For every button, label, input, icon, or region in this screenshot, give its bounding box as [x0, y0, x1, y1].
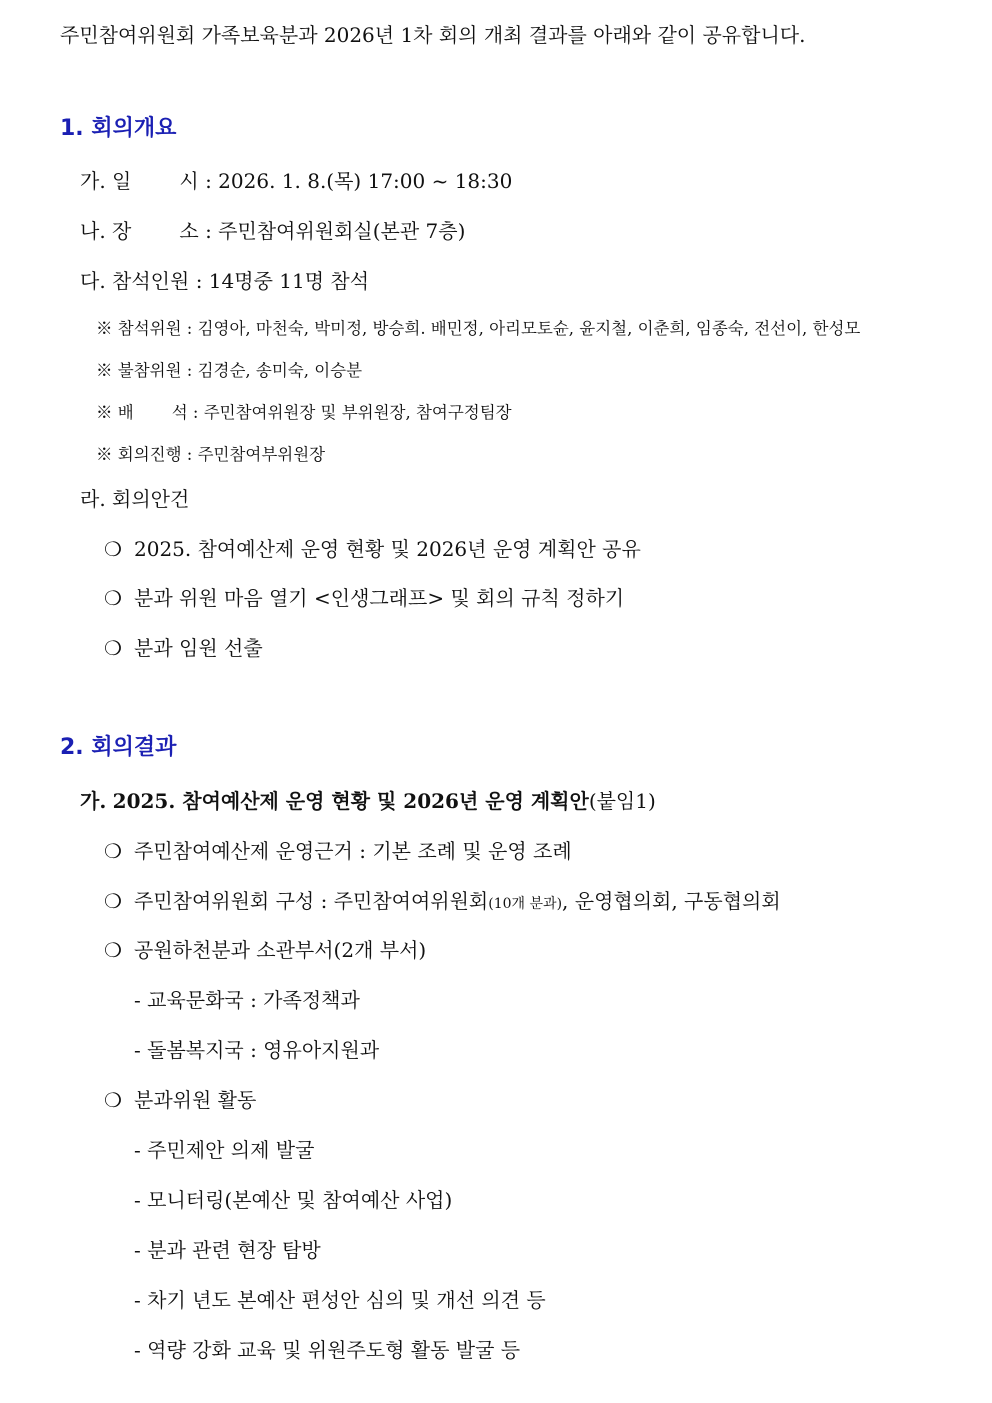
agenda-item-text: 분과 임원 선출: [134, 636, 263, 660]
agenda-item-text: 2025. 참여예산제 운영 현황 및 2026년 운영 계획안 공유: [134, 537, 641, 561]
agenda-item: [104, 588, 624, 608]
observers-note: [96, 405, 512, 422]
activity-item: [134, 1140, 314, 1160]
composition-lead: 주민참여위원회 구성 : 주민참여여위원회: [134, 889, 489, 913]
agenda-item: [104, 638, 263, 658]
activity-item: [134, 1240, 321, 1260]
date-label-b: 시: [179, 169, 199, 193]
attachment-ref: (붙임1): [588, 789, 656, 813]
depts-label: 공원하천분과 소관부서(2개 부서): [134, 938, 427, 962]
intro-text: 주민참여위원회 가족보육분과 2026년 1차 회의 개최 결과를 아래와 같이 공유합니다.: [60, 23, 806, 47]
facilitator-note: [96, 447, 325, 464]
operating-basis: 주민참여예산제 운영근거 : 기본 조례 및 운영 조례: [134, 839, 572, 863]
date-mark: 가.: [80, 169, 106, 193]
attendance-row: [80, 271, 369, 291]
note-sep: :: [186, 361, 193, 380]
activities-label: 분과위원 활동: [134, 1088, 257, 1112]
result-item: [104, 891, 781, 911]
meeting-place-row: [80, 221, 465, 241]
result-item: [104, 1090, 256, 1110]
note-mark: ※: [96, 403, 113, 422]
note-mark: ※: [96, 361, 113, 380]
composition-note: (10개 분과): [488, 896, 563, 912]
agenda-heading: [80, 489, 189, 509]
agenda-label: 회의안건: [112, 487, 190, 511]
attendance-sep: :: [195, 269, 203, 293]
activity-text: 주민제안 의제 발굴: [147, 1138, 315, 1162]
facilitator: 주민참여부위원장: [197, 445, 326, 464]
circle-bullet-icon: ❍: [104, 839, 122, 863]
circle-bullet-icon: ❍: [104, 586, 122, 610]
dept-text: 돌봄복지국 : 영유아지원과: [147, 1038, 380, 1062]
attendees-note: [96, 321, 860, 338]
dash-mark: -: [134, 1338, 141, 1362]
activity-text: 차기 년도 본예산 편성안 심의 및 개선 의견 등: [147, 1288, 546, 1312]
agenda-mark: 라.: [80, 487, 106, 511]
result-item: [104, 841, 572, 861]
absentees-note: [96, 363, 362, 380]
note-label: 불참위원: [117, 361, 182, 380]
dept-item: [134, 1040, 379, 1060]
note-label: 참석위원: [117, 319, 182, 338]
activity-text: 모니터링(본예산 및 참여예산 사업): [147, 1188, 453, 1212]
observer-list: 주민참여위원장 및 부위원장, 참여구정팀장: [203, 403, 512, 422]
circle-bullet-icon: ❍: [104, 1088, 122, 1112]
attendee-list: 김영아, 마천숙, 박미정, 방승희. 배민정, 아리모토슌, 윤지철, 이춘희, 임종숙, 전선이, 한성모: [197, 319, 861, 338]
composition-tail: , 운영협의회, 구동협의회: [562, 889, 781, 913]
activity-item: [134, 1290, 546, 1310]
dash-mark: -: [134, 1288, 141, 1312]
circle-bullet-icon: ❍: [104, 938, 122, 962]
result-mark: 가.: [80, 789, 107, 813]
dash-mark: -: [134, 988, 141, 1012]
dash-mark: -: [134, 1038, 141, 1062]
note-mark: ※: [96, 319, 113, 338]
dept-item: [134, 990, 360, 1010]
result-title: 2025. 참여예산제 운영 현황 및 2026년 운영 계획안: [112, 789, 589, 813]
attendance-mark: 다.: [80, 269, 106, 293]
result-subheading: [80, 791, 656, 811]
dash-mark: -: [134, 1138, 141, 1162]
agenda-item: [104, 539, 641, 559]
note-sep: :: [192, 403, 199, 422]
note-label-b: 석: [171, 403, 188, 422]
place-sep: :: [205, 219, 212, 243]
result-item: [104, 940, 426, 960]
attendance-value: 14명중 11명 참석: [208, 269, 370, 293]
place-label-a: 장: [112, 219, 132, 243]
section-1-heading: 1. 회의개요: [60, 116, 177, 141]
meeting-date: 2026. 1. 8.(목) 17:00 ~ 18:30: [218, 169, 513, 193]
activity-text: 분과 관련 현장 탐방: [147, 1238, 321, 1262]
dash-mark: -: [134, 1238, 141, 1262]
note-sep: :: [186, 319, 193, 338]
circle-bullet-icon: ❍: [104, 537, 122, 561]
note-sep: :: [186, 445, 193, 464]
meeting-date-row: [80, 171, 512, 191]
note-label: 회의진행: [117, 445, 182, 464]
section-2-heading: 2. 회의결과: [60, 735, 177, 760]
circle-bullet-icon: ❍: [104, 889, 122, 913]
activity-text: 역량 강화 교육 및 위원주도형 활동 발굴 등: [147, 1338, 521, 1362]
circle-bullet-icon: ❍: [104, 636, 122, 660]
absentee-list: 김경순, 송미숙, 이승분: [197, 361, 363, 380]
agenda-item-text: 분과 위원 마음 열기 <인생그래프> 및 회의 규칙 정하기: [134, 586, 625, 610]
date-sep: :: [205, 169, 212, 193]
dept-text: 교육문화국 : 가족정책과: [147, 988, 360, 1012]
attendance-label: 참석인원: [112, 269, 190, 293]
place-label-b: 소: [179, 219, 199, 243]
place-mark: 나.: [80, 219, 106, 243]
note-mark: ※: [96, 445, 113, 464]
meeting-place: 주민참여위원회실(본관 7층): [218, 219, 466, 243]
activity-item: [134, 1190, 452, 1210]
note-label-a: 배: [117, 403, 134, 422]
date-label-a: 일: [112, 169, 132, 193]
dash-mark: -: [134, 1188, 141, 1212]
activity-item: [134, 1340, 520, 1360]
